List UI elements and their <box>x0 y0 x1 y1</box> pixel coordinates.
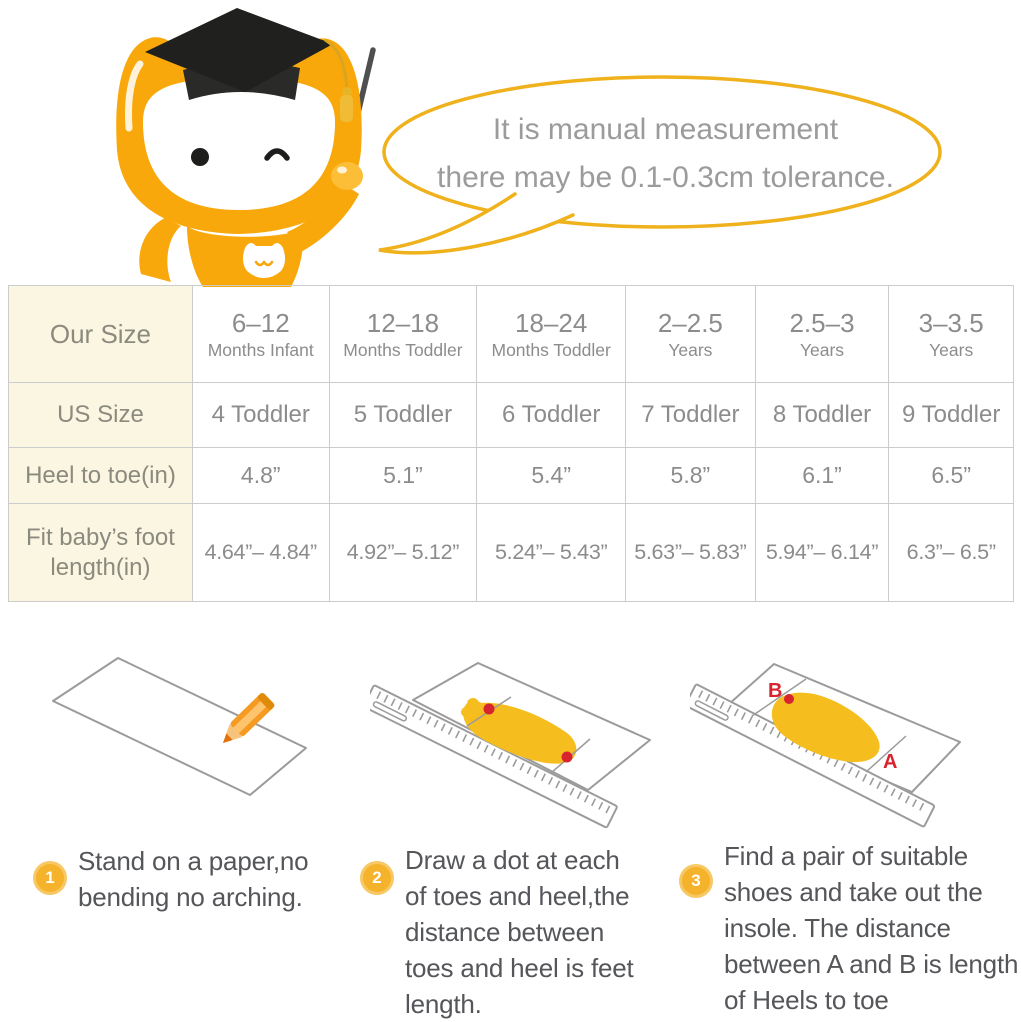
step-1-text: Stand on a paper,no bending no arching. <box>78 846 309 912</box>
our-size-cell <box>329 286 477 383</box>
our-size-cell <box>626 286 756 383</box>
point-a-label: A <box>883 751 898 773</box>
row-label-heel-to-toe: Heel to toe(in) <box>9 448 193 504</box>
us-size-cell: 9 Toddler <box>889 383 1014 448</box>
point-b-label: B <box>768 680 783 702</box>
foot-length-cell: 5.94”– 6.14” <box>755 504 889 602</box>
chest-cat-logo-icon <box>243 243 285 278</box>
bubble-line-1: It is manual measurement <box>492 113 839 146</box>
our-size-cell <box>477 286 626 383</box>
row-label-foot-length: Fit baby’s foot length(in) <box>9 504 193 602</box>
illustration-insole-measure <box>690 640 1021 840</box>
table-row-heel-to-toe <box>9 448 1014 504</box>
tassel-icon <box>340 95 353 122</box>
us-size-cell: 7 Toddler <box>626 383 756 448</box>
step-2 <box>360 842 643 1022</box>
step-1 <box>33 843 328 915</box>
mascot-hand <box>331 162 363 190</box>
bubble-line-2: there may be 0.1-0.3cm tolerance. <box>437 161 894 194</box>
heel-to-toe-cell: 5.4” <box>477 448 626 504</box>
size-chart-table <box>8 285 1014 601</box>
illustration-draw-dots <box>370 645 670 835</box>
mascot-left-arm <box>139 218 181 282</box>
table-row-us-size <box>9 383 1014 448</box>
table-row-foot-length <box>9 504 1014 602</box>
heel-dot-icon <box>562 752 573 763</box>
our-size-cell <box>889 286 1014 383</box>
speech-bubble-text <box>393 106 938 202</box>
us-size-cell: 4 Toddler <box>192 383 329 448</box>
step-3-number-badge: 3 <box>679 864 713 898</box>
foot-length-cell: 4.64”– 4.84” <box>192 504 329 602</box>
foot-length-cell: 4.92”– 5.12” <box>329 504 477 602</box>
size-range: 3–3.5 <box>918 308 984 338</box>
step-2-text: Draw a dot at each of toes and heel,the distance between toes and heel is feet length. <box>405 845 634 1019</box>
foot-length-cell: 5.24”– 5.43” <box>477 504 626 602</box>
age-group: Years <box>668 340 713 360</box>
age-group: Years <box>799 340 845 360</box>
size-range: 2–2.5 <box>657 308 723 338</box>
age-group: Months Toddler <box>491 340 611 360</box>
size-range: 2.5–3 <box>789 308 855 338</box>
mascot-face <box>143 78 335 210</box>
graduate-mascot-icon <box>95 0 385 287</box>
step-2-number-badge: 2 <box>360 861 394 895</box>
step-3-text: Find a pair of suitable shoes and take out the insole. The distance between A and B is length of Heels to toe <box>724 841 1019 1015</box>
our-size-cell <box>192 286 329 383</box>
heel-to-toe-cell: 6.1” <box>755 448 889 504</box>
illustration-stand-on-paper <box>40 645 360 830</box>
heel-to-toe-cell: 4.8” <box>192 448 329 504</box>
row-label-our-size: Our Size <box>9 286 193 383</box>
us-size-cell: 8 Toddler <box>755 383 889 448</box>
table-row-our-size <box>9 286 1014 383</box>
age-group: Years <box>929 340 974 360</box>
us-size-cell: 5 Toddler <box>329 383 477 448</box>
us-size-cell: 6 Toddler <box>477 383 626 448</box>
heel-to-toe-cell: 6.5” <box>889 448 1014 504</box>
age-group: Months Toddler <box>343 340 463 360</box>
paper-outline-icon <box>53 658 306 795</box>
size-range: 12–18 <box>366 308 440 338</box>
step-3 <box>679 838 1021 1018</box>
foot-length-cell: 6.3”– 6.5” <box>889 504 1014 602</box>
size-range: 6–12 <box>231 308 290 338</box>
foot-length-cell: 5.63”– 5.83” <box>626 504 756 602</box>
heel-to-toe-cell: 5.8” <box>626 448 756 504</box>
our-size-cell <box>755 286 889 383</box>
size-range: 18–24 <box>515 308 588 338</box>
age-group: Months Infant <box>207 340 314 360</box>
point-b-dot-icon <box>784 694 794 704</box>
heel-to-toe-cell: 5.1” <box>329 448 477 504</box>
mascot-graphic <box>95 0 385 287</box>
toe-dot-icon <box>484 704 495 715</box>
step-1-number-badge: 1 <box>33 861 67 895</box>
row-label-us-size: US Size <box>9 383 193 448</box>
left-eye-icon <box>191 148 209 166</box>
